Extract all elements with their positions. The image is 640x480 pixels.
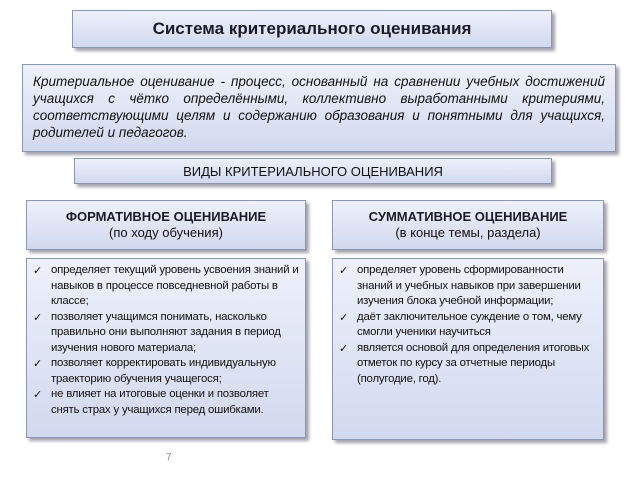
list-item: ✓ позволяет учащимся понимать, насколько правильно они выполняют задания в период изучения нового материала;	[31, 310, 299, 357]
list-item: ✓ позволяет корректировать индивидуальную траекторию обучения учащегося;	[31, 356, 299, 387]
summative-list	[337, 263, 597, 387]
formative-subtitle: (по ходу обучения)	[109, 225, 223, 240]
summative-subtitle: (в конце темы, раздела)	[395, 225, 541, 240]
types-heading: ВИДЫ КРИТЕРИАЛЬНОГО ОЦЕНИВАНИЯ	[183, 163, 443, 179]
definition-box	[22, 64, 616, 152]
summative-header	[332, 200, 604, 250]
formative-title: ФОРМАТИВНОЕ ОЦЕНИВАНИЕ	[65, 209, 267, 224]
types-heading-box	[74, 158, 552, 184]
list-item: ✓ определяет уровень сформированности знаний и учебных навыков при завершении изучения блока учебной информации;	[337, 263, 597, 310]
definition-text: Критериальное оценивание - процесс, основанный на сравнении учебных достижений учащихся с чётко определёнными, коллективно выработанными критериями, соответствующими целям и содержанию образования и понятными для учащихся, родителей и педагогов.	[33, 74, 605, 140]
slide-title: Система критериального оценивания	[152, 19, 472, 38]
formative-list-box	[26, 258, 306, 438]
summative-list-box	[332, 258, 604, 440]
title-box	[72, 10, 552, 48]
formative-header	[26, 200, 306, 250]
list-item: ✓ даёт заключительное суждение о том, чему смогли ученики научиться	[337, 310, 597, 341]
summative-title: СУММАТИВНОЕ ОЦЕНИВАНИЕ	[368, 209, 568, 224]
list-item: ✓ не влияет на итоговые оценки и позволяет снять страх у учащихся перед ошибками.	[31, 387, 299, 418]
list-item: ✓ является основой для определения итоговых отметок по курсу за отчетные периоды (полугодие, год).	[337, 341, 597, 388]
formative-list	[31, 263, 299, 418]
list-item: ✓ определяет текущий уровень усвоения знаний и навыков в процессе повседневной работы в классе;	[31, 263, 299, 310]
page-number: 7	[166, 452, 172, 463]
